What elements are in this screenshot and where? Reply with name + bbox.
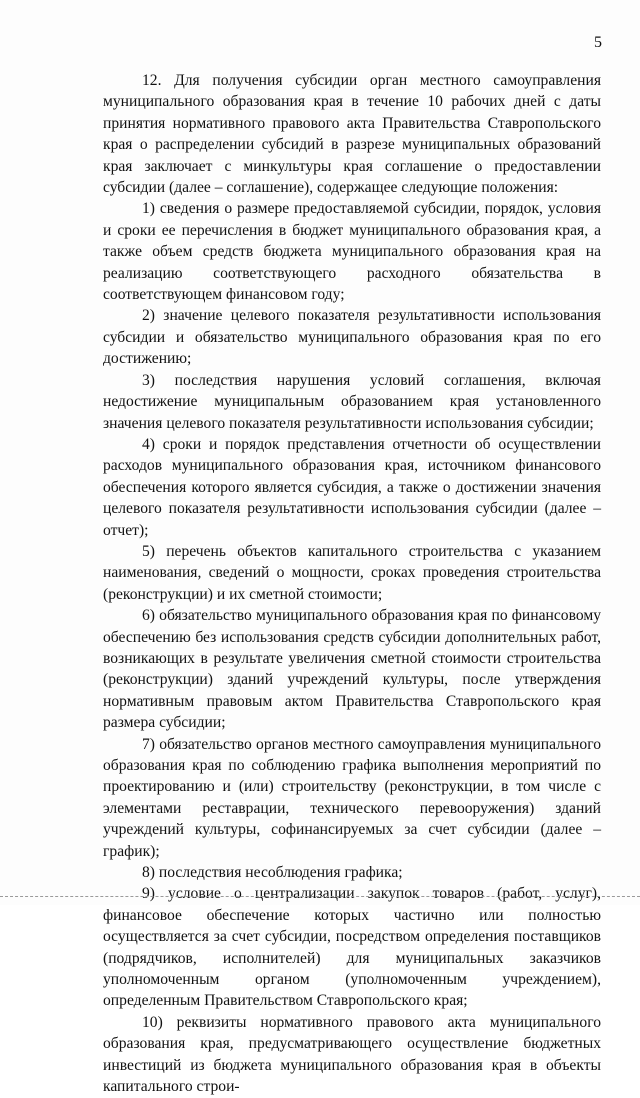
paragraph-item-2: 2) значение целевого показателя результативности использования субсидии и обязательство муниципального образования края по его достижению; <box>103 307 601 368</box>
paragraph-item-5: 5) перечень объектов капитального строительства с указанием наименования, сведений о мощности, сроках проведения строительства (реконструкции) и их сметной стоимости; <box>103 542 601 603</box>
paragraph-item-6: 6) обязательство муниципального образования края по финансовому обеспечению без использования средств субсидии дополнительных работ, возникающих в результате увеличения сметной стоимости строительства (реконструкции) зданий учреждений культуры, после утверждения нормативным правовым актом Правительства Ставропольского края размера субсидии; <box>103 607 601 732</box>
page-number: 5 <box>594 34 602 51</box>
paragraph-item-3: 3) последствия нарушения условий соглашения, включая недостижение муниципальным образованием края установленного значения целевого показателя результативности использования субсидии; <box>103 371 601 432</box>
paragraph-item-8: 8) последствия несоблюдения графика; <box>142 864 403 882</box>
paragraph-item-10: 10) реквизиты нормативного правового акта муниципального образования края, предусматривающего осуществление бюджетных инвестиций из бюджета муниципального образования края в объекты капитального строи- <box>103 1013 601 1096</box>
paragraph-clause-12: 12. Для получения субсидии орган местного самоуправления муниципального образования края в течение 10 рабочих дней с даты принятия нормативного правового акта Правительства Ставропольского края о распределении субсидий в разрезе муниципальных образований края заключает с минкультуры края соглашение о предоставлении субсидии (далее – соглашение), содержащее следующие положения: <box>103 72 601 197</box>
bottom-scan-edge <box>0 896 640 897</box>
document-body <box>103 70 601 1098</box>
paragraph-item-7: 7) обязательство органов местного самоуправления муниципального образования края по соблюдению графика выполнения мероприятий по проектированию и (или) строительству (реконструкции, в том числе с элементами реставрации, технического перевооружения) зданий учреждений культуры, софинансируемых за счет субсидии (далее – график); <box>103 735 601 860</box>
paragraph-item-1: 1) сведения о размере предоставляемой субсидии, порядок, условия и сроки ее перечисления в бюджет муниципального образования края, а также объем средств бюджета муниципального образования края на реализацию соответствующего расходного обязательства в соответствующем финансовом году; <box>103 200 601 304</box>
paragraph-item-9: 9) условие о централизации закупок товаров (работ, услуг), финансовое обеспечение которых частично или полностью осуществляется за счет субсидии, посредством определения поставщиков (подрядчиков, исполнителей) для муниципальных заказчиков уполномоченным органом (уполномоченным учреждением), определенным Правительством Ставропольского края; <box>103 885 601 1010</box>
paragraph-item-4: 4) сроки и порядок представления отчетности об осуществлении расходов муниципального образования края, источником финансового обеспечения которого является субсидия, а также о достижении значения целевого показателя результативности использования субсидии (далее – отчет); <box>103 435 601 539</box>
